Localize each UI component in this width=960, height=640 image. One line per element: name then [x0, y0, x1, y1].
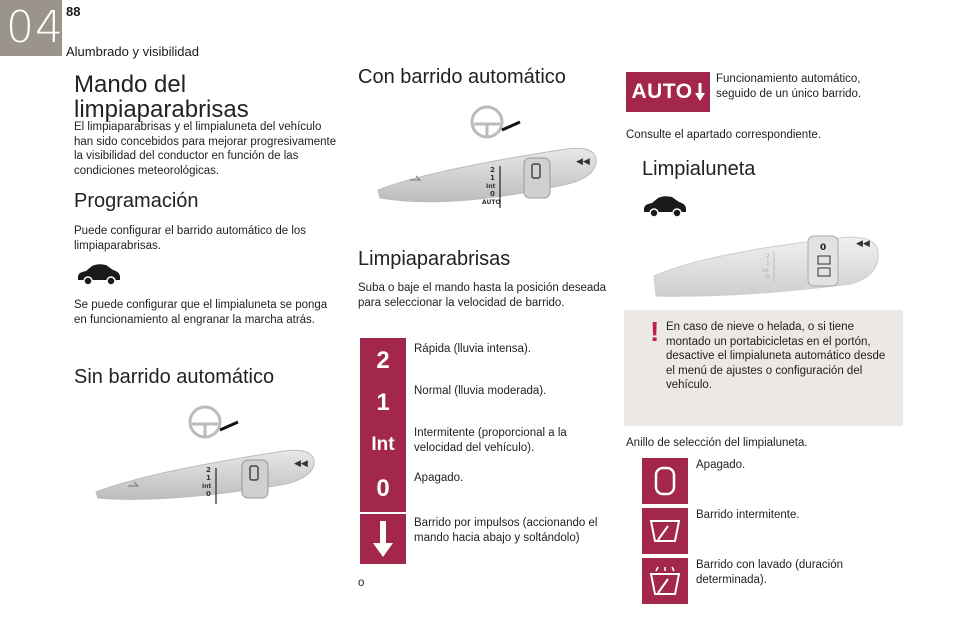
rear-wiper-ring-illustration: [650, 224, 886, 304]
rear-wiper-icon: [648, 518, 682, 544]
lever-label-auto: AUTO: [482, 199, 501, 206]
lever-label-1: 1: [490, 174, 495, 182]
chapter-number: 04: [6, 2, 64, 53]
programacion-heading: Programación: [74, 190, 199, 212]
chapter-title: Alumbrado y visibilidad: [66, 44, 199, 59]
lever-label-int: Int: [486, 183, 496, 190]
ring-label-text: Anillo de selección del limpialuneta.: [626, 437, 808, 449]
impulse-down-icon: [360, 514, 406, 564]
wiper-lever-auto-illustration: [370, 100, 610, 226]
lever-label-0: 0: [766, 274, 770, 281]
con-barrido-heading: Con barrido automático: [358, 66, 566, 88]
position-1-text: Normal (lluvia moderada).: [414, 385, 547, 397]
limpialuneta-heading: Limpialuneta: [642, 158, 756, 180]
lever-label-int: Int: [202, 483, 212, 490]
lever-label-int: Int: [762, 268, 769, 274]
position-0-text: Apagado.: [414, 472, 464, 484]
intro-paragraph: El limpiaparabrisas y el limpialuneta del vehículo han sido concebidos para mejorar progresivamente la visibilidad del conductor en función de las condiciones meteorológicas.: [74, 121, 337, 177]
car-icon: [76, 262, 122, 286]
lever-label-1: 1: [206, 474, 211, 482]
lever-label-2: 2: [490, 166, 495, 174]
rear-wash-text: Barrido con lavado (duración determinada).: [696, 559, 844, 586]
chapter-box: [0, 0, 62, 56]
position-2-icon: 2: [360, 338, 406, 384]
page-number: 88: [66, 4, 81, 19]
rear-intermittent-text: Barrido intermitente.: [696, 509, 800, 521]
limpiaparabrisas-text: Suba o baje el mando hasta la posición deseada para seleccionar la velocidad de barrido.: [358, 282, 607, 309]
lever-label-1: 1: [766, 260, 770, 267]
arrow-down-small-icon: [695, 82, 705, 102]
rear-wash-icon: [642, 558, 688, 604]
rear-intermittent-icon: [642, 508, 688, 554]
impulse-text: Barrido por impulsos (accionando el mando hacia abajo y soltándolo): [414, 517, 598, 544]
auto-ref-text: Consulte el apartado correspondiente.: [626, 129, 821, 141]
lever-label-0: 0: [490, 190, 495, 198]
position-int-text: Intermitente (proporcional a la velocidad del vehículo).: [414, 427, 567, 454]
position-int-icon: Int: [360, 422, 406, 468]
svg-text:◀◀: ◀◀: [294, 459, 308, 469]
position-0-icon: 0: [360, 466, 406, 512]
warning-icon: !: [650, 316, 660, 347]
warning-text: En caso de nieve o helada, o si tiene montado un portabicicletas en el portón, desactive el limpialuneta automático desde el menú de ajustes o configuración del vehículo.: [666, 321, 886, 391]
auto-icon-label: AUTO: [631, 80, 693, 103]
wiper-lever-illustration: [88, 400, 328, 520]
svg-text:◀◀: ◀◀: [856, 239, 870, 249]
auto-text: Funcionamiento automático, seguido de un único barrido.: [716, 73, 862, 100]
limpiaparabrisas-heading: Limpiaparabrisas: [358, 248, 511, 270]
ring-label-0: 0: [820, 243, 827, 253]
rear-wiper-washer-icon: [648, 566, 682, 596]
programacion-note: Se puede configurar que el limpialuneta se ponga en funcionamiento al engranar la marcha atrás.: [74, 299, 328, 326]
auto-icon: [626, 72, 710, 112]
rear-off-text: Apagado.: [696, 459, 746, 471]
zero-outline-icon: [653, 466, 677, 496]
rear-off-icon: [642, 458, 688, 504]
position-1-icon: 1: [360, 380, 406, 426]
position-2-text: Rápida (lluvia intensa).: [414, 343, 531, 355]
car-icon: [642, 194, 688, 218]
steering-wheel-icon: [190, 407, 220, 437]
lever-label-2: 2: [206, 466, 211, 474]
lever-label-2: 2: [766, 253, 770, 260]
steering-wheel-icon: [472, 107, 502, 137]
svg-text:◀◀: ◀◀: [576, 157, 590, 167]
arrow-down-icon: [372, 519, 394, 559]
programacion-text: Puede configurar el barrido automático de los limpiaparabrisas.: [74, 225, 307, 252]
or-text: o: [358, 577, 365, 589]
page-title: Mando del limpiaparabrisas: [74, 71, 249, 123]
lever-label-0: 0: [206, 490, 211, 498]
sin-barrido-heading: Sin barrido automático: [74, 366, 275, 388]
